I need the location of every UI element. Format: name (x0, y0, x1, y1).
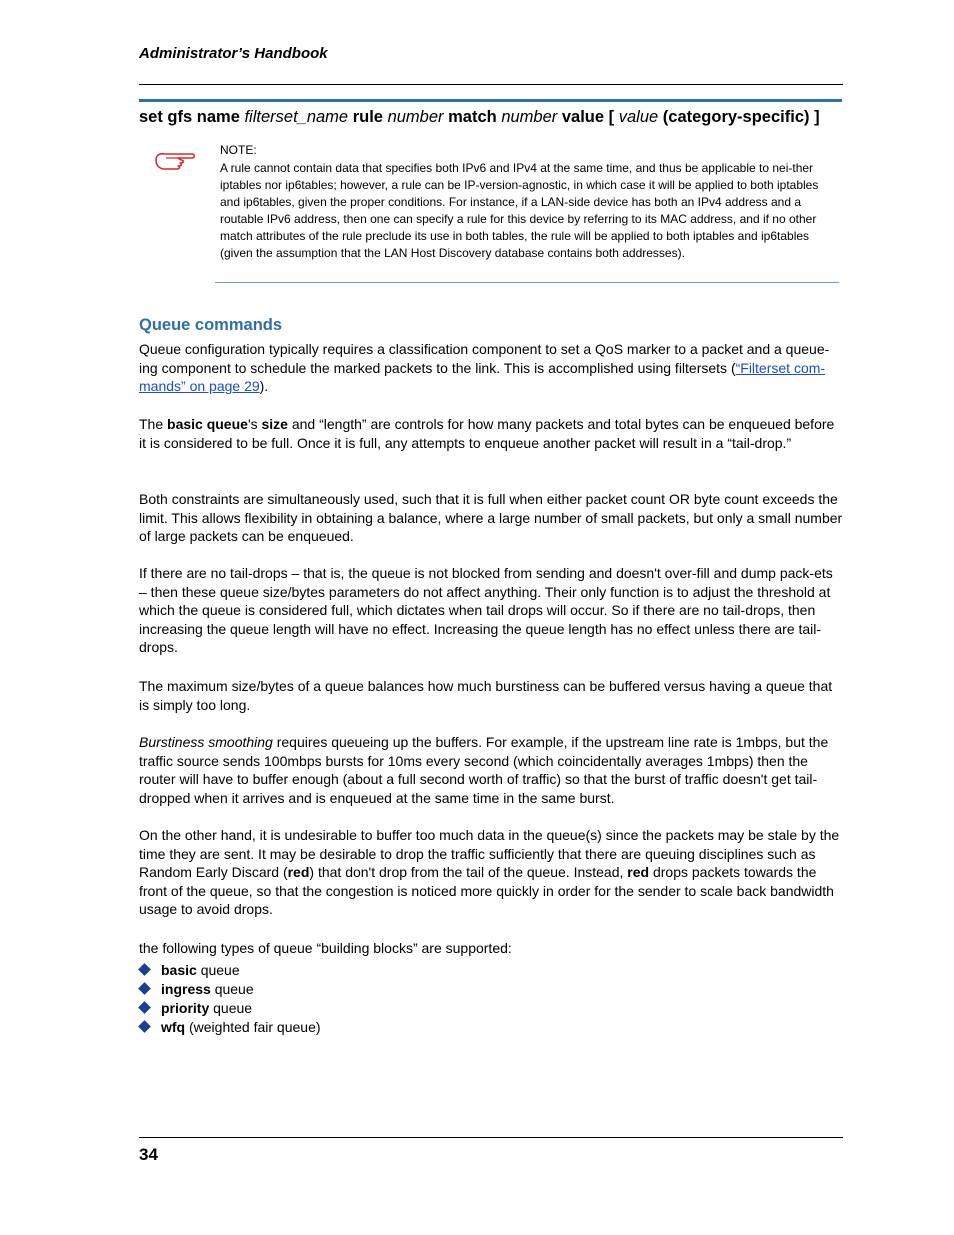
cmd-param-value: value (618, 108, 659, 126)
list-item-text: queue (210, 981, 254, 997)
list-item-text: queue (196, 962, 240, 978)
term-burstiness-smoothing: Burstiness smoothing (139, 734, 273, 750)
list-item-text: queue (209, 1000, 253, 1016)
list-item-text: (weighted fair queue) (185, 1019, 321, 1035)
paragraph-basic-queue-size (139, 415, 843, 452)
pointing-hand-icon (154, 148, 200, 172)
list-item (139, 980, 321, 999)
list-item-term: wfq (161, 1019, 186, 1035)
paragraph-building-blocks-intro: the following types of queue “building blocks” are supported: (139, 940, 512, 956)
cmd-set-gfs-name: set gfs name (139, 108, 240, 126)
paragraph-text: requires queueing up the buffers. For example, if the upstream line rate is 1mbps, but the traffic source sends 100mbps bursts for 10ms every second (which coincidentally averages 1mbps) then the router will have to buffer enough (about a full second worth of traffic) so that the burst of traffic doesn't get tail-dropped when it arrives and is enqueued at the same time in the same burst. (139, 734, 829, 806)
diamond-bullet-icon (138, 982, 151, 995)
paragraph-red (139, 826, 843, 919)
note-label: NOTE: (220, 143, 257, 157)
note-divider (215, 282, 839, 283)
command-accent-bar (139, 99, 842, 102)
section-heading: Queue commands (139, 316, 283, 334)
list-item-term: ingress (161, 981, 211, 997)
cmd-param-number-2: number (501, 108, 558, 126)
list-item (139, 999, 321, 1018)
diamond-bullet-icon (138, 1020, 151, 1033)
paragraph-text: drops packets towards the front of the queue, so that the congestion is noticed more quickly in order for the sender to scale back bandwidth usage to avoid drops. (139, 864, 834, 918)
term-red: red (627, 864, 650, 881)
list-item (139, 961, 321, 980)
paragraph-text: ). (259, 378, 269, 395)
paragraph-queue-config (139, 340, 843, 396)
paragraph-max-size: The maximum size/bytes of a queue balances how much burstiness can be buffered versus having a queue that is simply too long. (139, 678, 833, 713)
header-divider (139, 84, 843, 85)
footer-divider (139, 1137, 843, 1138)
paragraph-text: On the other hand, it is undesirable to buffer too much data in the queue(s) since the packets may be stale by the time they are sent. It may be desirable to drop the traffic sufficiently that there are queuing disciplines such as Random Early Discard ( (139, 827, 840, 881)
list-item-term: priority (161, 1000, 210, 1016)
cmd-rule: rule (352, 108, 383, 126)
paragraph-constraints: Both constraints are simultaneously used, such that it is full when either packet count OR byte count exceeds the limit. This allows flexibility in obtaining a balance, where a large number of small packets, but only a small number of large packets can be enqueued. (139, 491, 843, 545)
list-item (139, 1018, 321, 1037)
term-size: size (261, 416, 288, 432)
paragraph-text: ) that don't drop from the tail of the queue. Instead, (309, 864, 628, 881)
cmd-param-number-1: number (387, 108, 444, 126)
cmd-match: match (448, 108, 497, 126)
cmd-param-filterset-name: filterset_name (244, 108, 349, 126)
running-header-title: Administrator’s Handbook (139, 45, 328, 62)
note-text: A rule cannot contain data that specifies both IPv6 and IPv4 at the same time, and thus be applicable to nei-ther iptables nor ip6tables; however, a rule can be IP-version-agnostic, in which case it will be applied to both iptables and ip6tables, given the proper conditions. For instance, if a LAN-side device has both an IPv4 address and a routable IPv6 address, then one can specify a rule for this device by referring to its MAC address, and if no other match attributes of the rule preclude its use in both tables, the rule will be applied to both iptables and ip6tables (given the assumption that the LAN Host Discovery database contains both addresses). (220, 161, 819, 260)
paragraph-tail-drops: If there are no tail-drops – that is, the queue is not blocked from sending and doesn't over-fill and dump pack-ets – then these queue size/bytes parameters do not affect anything. Their only function is to adjust the threshold at which the queue is considered full, which dictates when tail drops will occur. So if there are no tail-drops, then increasing the queue length will have no effect. Increasing the queue length has no effect unless there are tail-drops. (139, 565, 833, 656)
command-syntax (139, 108, 820, 127)
term-basic-queue: basic queue (167, 416, 248, 432)
filterset-commands-link[interactable]: “Filterset com-mands” on page 29 (139, 359, 826, 395)
term-red: red (287, 864, 310, 881)
cmd-value-open: value [ (561, 108, 615, 126)
diamond-bullet-icon (138, 1001, 151, 1014)
cmd-category: (category-specific) ] (662, 108, 820, 126)
paragraph-text: Queue configuration typically requires a classification component to set a QoS marker to a packet and a queue-ing component to schedule the marked packets to the link. This is accomplished using filtersets ( (139, 341, 830, 376)
diamond-bullet-icon (138, 963, 151, 976)
queue-building-blocks-list (139, 961, 321, 1037)
page-number: 34 (139, 1145, 158, 1164)
paragraph-text: 's (247, 416, 262, 432)
list-item-term: basic (161, 962, 197, 978)
paragraph-text: The (139, 416, 168, 432)
paragraph-text: and “length” are controls for how many packets and total bytes can be enqueued before it is considered to be full. Once it is full, any attempts to enqueue another packet will result in a “tail-drop.” (139, 416, 835, 451)
paragraph-burstiness (139, 733, 843, 807)
